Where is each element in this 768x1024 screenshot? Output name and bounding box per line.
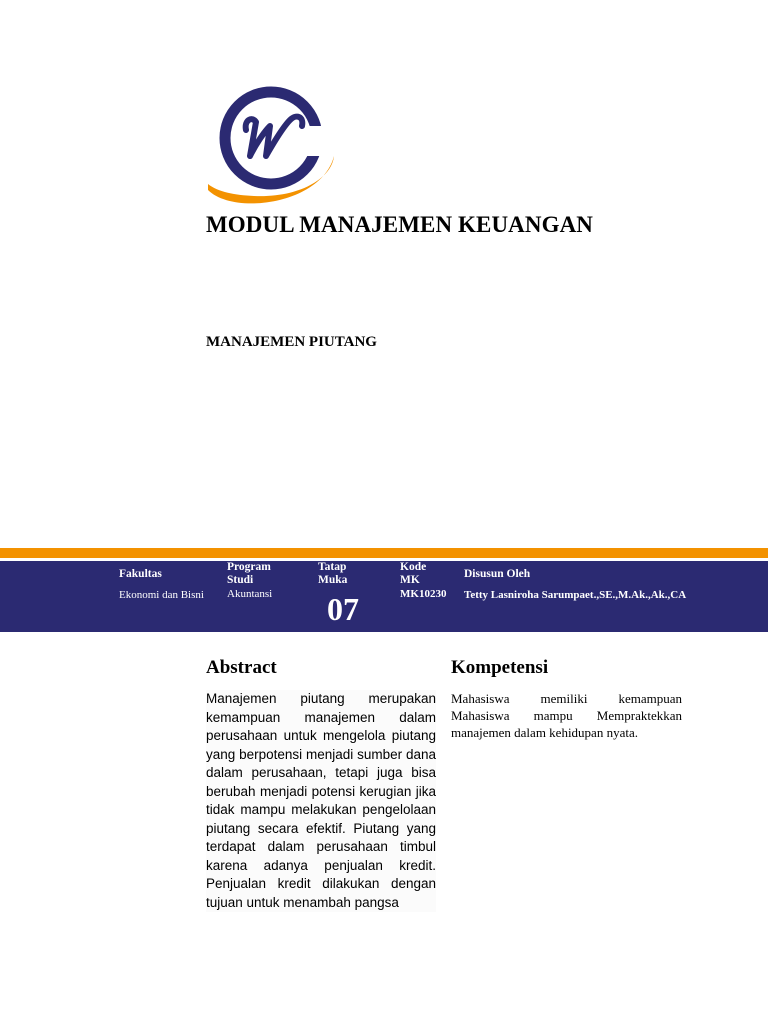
abstract-heading: Abstract xyxy=(206,657,277,678)
author-name: Tetty Lasniroha Sarumpaet.,SE.,M.Ak.,Ak.,CA xyxy=(464,589,687,601)
kompetensi-text xyxy=(451,690,682,741)
tatap-muka-column xyxy=(318,561,347,587)
accent-divider xyxy=(0,548,768,558)
disusun-oleh-column xyxy=(464,568,686,602)
program-studi-value: Akuntansi xyxy=(227,588,273,600)
kompetensi-line-2: Mahasiswa mampu Mempraktekkan xyxy=(451,708,682,723)
program-studi-column xyxy=(227,561,272,601)
tatap-muka-label: Tatap Muka xyxy=(318,561,348,586)
abstract-text: Manajemen piutang merupakan kemampuan manajemen dalam perusahaan untuk mengelola piutang yang berpotensi menjadi sumber dana dalam perusahaan, tetapi juga bisa berubah menjadi potensi kerugian jika tidak mampu melakukan pengelolaan piutang secara efektif. Piutang yang terdapat dalam perusahaan timbul karena adanya penjualan kredit. Penjualan kredit dilakukan dengan tujuan untuk menambah pangsa xyxy=(206,690,436,912)
kompetensi-line-3: manajemen dalam kehidupan nyata. xyxy=(451,725,638,740)
fakultas-label: Fakultas xyxy=(119,568,162,580)
module-title: MODUL MANAJEMEN KEUANGAN xyxy=(206,212,593,237)
university-logo-icon xyxy=(204,86,336,210)
program-studi-label: Program Studi xyxy=(227,561,271,586)
kode-mk-label: Kode MK xyxy=(400,561,427,586)
fakultas-value: Ekonomi dan Bisni xyxy=(119,589,204,601)
tatap-muka-number: 07 xyxy=(327,591,359,627)
module-subtitle: MANAJEMEN PIUTANG xyxy=(206,334,377,350)
kompetensi-heading: Kompetensi xyxy=(451,657,549,678)
fakultas-column xyxy=(119,568,204,602)
kode-mk-value: MK10230 xyxy=(400,588,447,600)
kode-mk-column xyxy=(400,561,446,601)
kompetensi-line-1: Mahasiswa memiliki kemampuan xyxy=(451,691,682,706)
disusun-oleh-label: Disusun Oleh xyxy=(464,568,531,580)
module-info-band xyxy=(0,561,768,632)
